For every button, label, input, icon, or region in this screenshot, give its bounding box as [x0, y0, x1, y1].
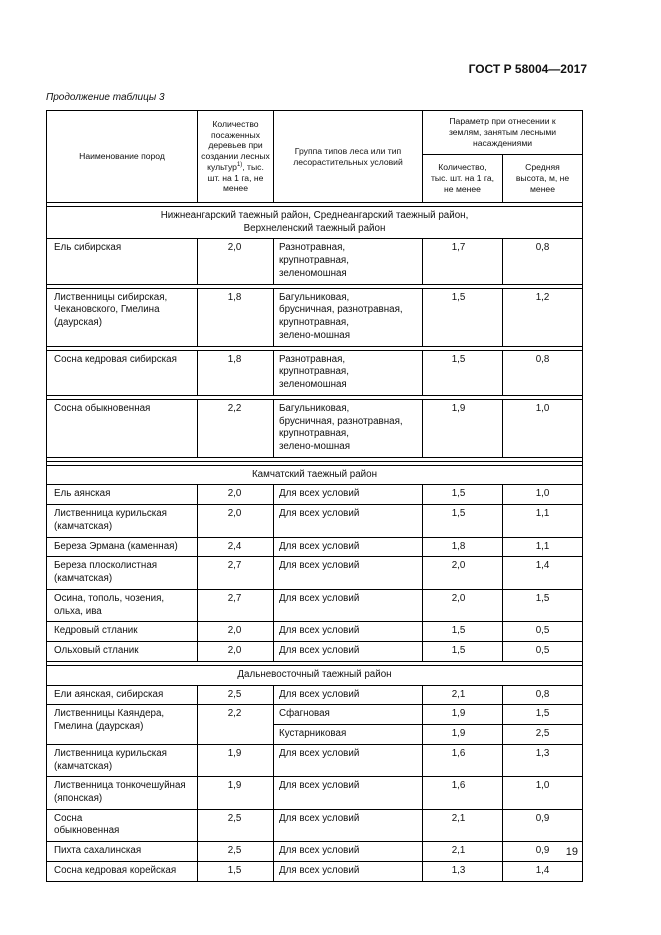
planted-quantity: 2,0 — [198, 642, 274, 662]
header-forest-group: Группа типов леса или тип лесорастительных условий — [274, 111, 423, 203]
species-name: Лиственницы сибирская, Чекановского, Гмелина (даурская) — [47, 288, 198, 346]
planted-quantity: 1,9 — [198, 744, 274, 776]
page-number: 19 — [565, 846, 578, 858]
parameter-count: 2,1 — [423, 685, 503, 705]
parameter-height: 1,1 — [503, 505, 583, 537]
table-row — [47, 861, 583, 881]
header-count: Количество, тыс. шт. на 1 га, не менее — [423, 155, 503, 203]
species-name: Лиственница курильская (камчатская) — [47, 744, 198, 776]
region-row — [47, 665, 583, 685]
forest-group: Кустарниковая — [274, 725, 423, 745]
region-title: Дальневосточный таежный район — [47, 665, 583, 685]
planted-quantity: 2,7 — [198, 557, 274, 589]
forest-group: Для всех условий — [274, 642, 423, 662]
planted-quantity: 2,5 — [198, 685, 274, 705]
forest-group: Для всех условий — [274, 809, 423, 841]
forest-group: Разнотравная, крупнотравная, зеленомошная — [274, 239, 423, 284]
forest-group: Багульниковая, брусничная, разнотравная, крупнотравная, зелено-мошная — [274, 288, 423, 346]
table-row — [47, 642, 583, 662]
table-row — [47, 239, 583, 284]
species-name: Лиственницы Каяндера, Гмелина (даурская) — [47, 705, 198, 744]
region-title: Камчатский таежный район — [47, 465, 583, 485]
parameter-count: 1,5 — [423, 350, 503, 395]
table-row — [47, 537, 583, 557]
parameter-height: 0,9 — [503, 809, 583, 841]
table-row — [47, 842, 583, 862]
header-species: Наименование пород — [47, 111, 198, 203]
species-name: Лиственница курильская (камчатская) — [47, 505, 198, 537]
header-planted-quantity — [198, 111, 274, 203]
parameter-height: 1,0 — [503, 399, 583, 457]
forest-group: Для всех условий — [274, 589, 423, 621]
planted-quantity: 2,2 — [198, 399, 274, 457]
planted-quantity: 2,7 — [198, 589, 274, 621]
parameter-count: 2,1 — [423, 809, 503, 841]
footnote-marker: 1) — [236, 162, 243, 168]
parameter-height: 2,5 — [503, 725, 583, 745]
parameter-height: 1,5 — [503, 705, 583, 725]
planted-quantity: 2,2 — [198, 705, 274, 744]
parameter-count: 2,0 — [423, 589, 503, 621]
parameter-count: 1,9 — [423, 725, 503, 745]
parameter-height: 1,0 — [503, 485, 583, 505]
forest-group: Для всех условий — [274, 622, 423, 642]
table-row — [47, 485, 583, 505]
species-name: Ели аянская, сибирская — [47, 685, 198, 705]
species-name: Осина, тополь, чозения, ольха, ива — [47, 589, 198, 621]
planted-quantity: 2,0 — [198, 505, 274, 537]
header-planted-quantity-tail: , тыс. шт. на 1 га, не менее — [207, 161, 264, 194]
species-name: Сосна кедровая корейская — [47, 861, 198, 881]
parameter-count: 2,0 — [423, 557, 503, 589]
forest-group: Багульниковая, брусничная, разнотравная, крупнотравная, зелено-мошная — [274, 399, 423, 457]
planted-quantity: 2,4 — [198, 537, 274, 557]
forest-group: Для всех условий — [274, 744, 423, 776]
species-name: Береза Эрмана (каменная) — [47, 537, 198, 557]
species-name: Ель сибирская — [47, 239, 198, 284]
species-name: Ель аянская — [47, 485, 198, 505]
table-row — [47, 685, 583, 705]
species-name: Лиственница тонкочешуйная (японская) — [47, 777, 198, 809]
planted-quantity: 2,5 — [198, 842, 274, 862]
parameter-count: 1,3 — [423, 861, 503, 881]
forest-group: Разнотравная, крупнотравная, зеленомошная — [274, 350, 423, 395]
parameter-count: 1,5 — [423, 642, 503, 662]
parameter-height: 0,5 — [503, 642, 583, 662]
parameter-height: 0,5 — [503, 622, 583, 642]
header-planted-quantity-main: Количество посаженных деревьев при создании лесных культур — [201, 118, 270, 172]
forest-group: Для всех условий — [274, 685, 423, 705]
table-row — [47, 350, 583, 395]
region-row — [47, 465, 583, 485]
parameter-height: 1,5 — [503, 589, 583, 621]
planted-quantity: 2,0 — [198, 485, 274, 505]
species-name: Сосна обыкновенная — [47, 809, 198, 841]
species-name: Сосна кедровая сибирская — [47, 350, 198, 395]
planted-quantity: 1,5 — [198, 861, 274, 881]
species-name: Сосна обыкновенная — [47, 399, 198, 457]
parameter-count: 1,7 — [423, 239, 503, 284]
parameter-height: 1,3 — [503, 744, 583, 776]
parameter-count: 1,6 — [423, 777, 503, 809]
forest-group: Для всех условий — [274, 842, 423, 862]
table-row — [47, 809, 583, 841]
parameter-height: 0,8 — [503, 239, 583, 284]
parameter-height: 1,4 — [503, 557, 583, 589]
document-code: ГОСТ Р 58004—2017 — [468, 62, 587, 76]
parameter-height: 0,8 — [503, 350, 583, 395]
planted-quantity: 1,8 — [198, 288, 274, 346]
parameter-height: 1,0 — [503, 777, 583, 809]
forest-group: Для всех условий — [274, 537, 423, 557]
table-row — [47, 622, 583, 642]
parameter-height: 0,9 — [503, 842, 583, 862]
table-row — [47, 288, 583, 346]
parameter-count: 1,5 — [423, 288, 503, 346]
parameter-height: 1,2 — [503, 288, 583, 346]
parameter-count: 1,8 — [423, 537, 503, 557]
planted-quantity: 2,0 — [198, 239, 274, 284]
table-caption: Продолжение таблицы 3 — [46, 92, 165, 103]
parameter-height: 1,4 — [503, 861, 583, 881]
table-row — [47, 557, 583, 589]
table-body — [47, 203, 583, 882]
planted-quantity: 1,8 — [198, 350, 274, 395]
parameter-count: 1,9 — [423, 399, 503, 457]
planted-quantity: 2,5 — [198, 809, 274, 841]
planted-quantity: 2,0 — [198, 622, 274, 642]
table-row — [47, 705, 583, 725]
species-name: Береза плосколистная (камчатская) — [47, 557, 198, 589]
species-name: Ольховый стланик — [47, 642, 198, 662]
table-row — [47, 399, 583, 457]
table-row — [47, 505, 583, 537]
region-row — [47, 207, 583, 239]
parameter-count: 1,5 — [423, 622, 503, 642]
species-table — [46, 110, 583, 882]
species-name: Кедровый стланик — [47, 622, 198, 642]
table-row — [47, 777, 583, 809]
species-name: Пихта сахалинская — [47, 842, 198, 862]
parameter-count: 2,1 — [423, 842, 503, 862]
forest-group: Для всех условий — [274, 485, 423, 505]
parameter-count: 1,6 — [423, 744, 503, 776]
parameter-height: 1,1 — [503, 537, 583, 557]
table-row — [47, 589, 583, 621]
forest-group: Для всех условий — [274, 777, 423, 809]
header-parameter: Параметр при отнесении к землям, занятым лесными насаждениями — [423, 111, 583, 155]
parameter-height: 0,8 — [503, 685, 583, 705]
forest-group: Для всех условий — [274, 861, 423, 881]
forest-group: Для всех условий — [274, 557, 423, 589]
forest-group: Сфагновая — [274, 705, 423, 725]
planted-quantity: 1,9 — [198, 777, 274, 809]
parameter-count: 1,5 — [423, 505, 503, 537]
forest-group: Для всех условий — [274, 505, 423, 537]
parameter-count: 1,5 — [423, 485, 503, 505]
header-height: Средняя высота, м, не менее — [503, 155, 583, 203]
table-row — [47, 744, 583, 776]
parameter-count: 1,9 — [423, 705, 503, 725]
region-title: Нижнеангарский таежный район, Среднеангарский таежный район, Верхнеленский таежный район — [47, 207, 583, 239]
